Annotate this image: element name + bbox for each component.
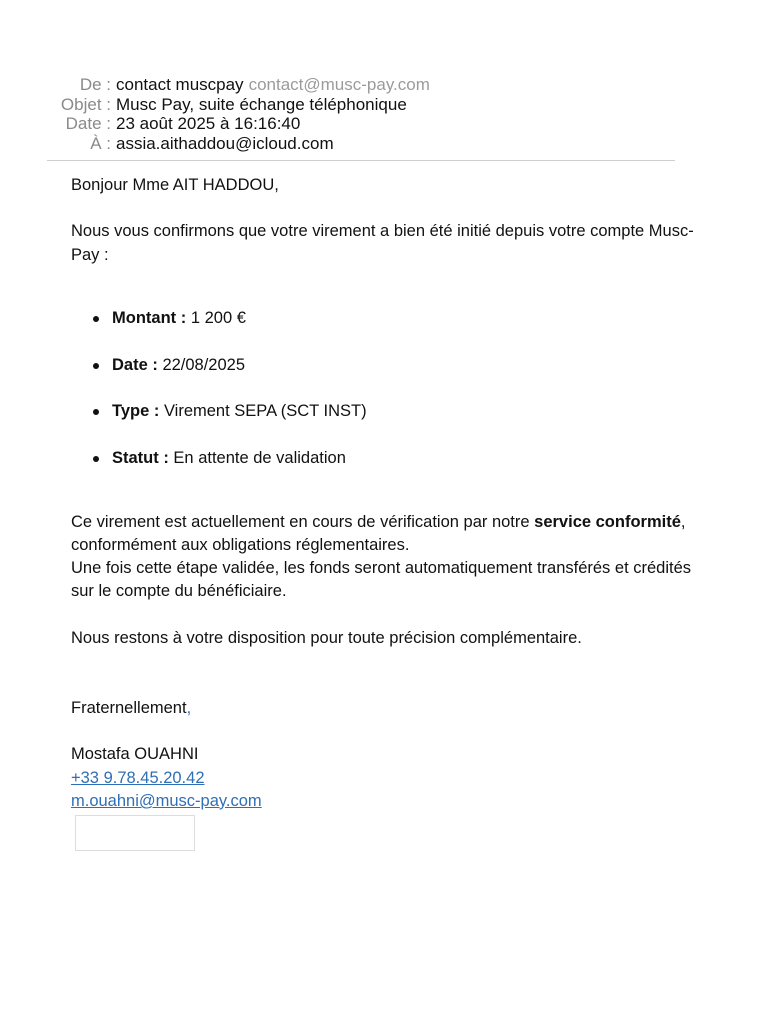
from-row [0,75,768,95]
signature-email-line [71,790,711,813]
signature-name: Mostafa OUAHNI [71,745,199,764]
detail-label: Montant : [112,308,187,327]
spacer [71,604,711,627]
to-label: À : [90,133,111,153]
intro-paragraph: Nous vous confirmons que votre virement a bien été initié depuis votre compte Musc-Pay : [71,222,694,264]
subject-label: Objet : [60,94,111,114]
signoff-comma: , [186,699,192,718]
detail-value: 1 200 € [190,308,246,327]
verification-text: Ce virement est actuellement en cours de vérification par notre [71,512,535,531]
detail-value: 22/08/2025 [162,355,246,374]
email-body [71,174,711,851]
spacer [71,720,711,743]
from-value[interactable] [111,75,430,95]
bullet-icon [93,363,99,369]
spacer [71,650,711,697]
verification-text-end: , conformément aux obligations réglementaires. [71,512,686,554]
detail-label: Date : [112,355,158,374]
signoff-text: Fraternellement [71,699,187,718]
detail-item-amount [93,307,711,330]
from-email[interactable]: contact@musc-pay.com [248,75,430,94]
to-row [0,134,768,154]
detail-label: Statut : [112,449,169,468]
date-value: 23 août 2025 à 16:16:40 [116,114,301,133]
detail-item-date [93,354,711,377]
from-label: De : [79,75,111,94]
signature-phone-line [71,767,711,790]
closing-paragraph: Nous restons à votre disposition pour toute précision complémentaire. [71,628,582,647]
to-value[interactable]: assia.aithaddou@icloud.com [116,133,334,153]
subject-value: Musc Pay, suite échange téléphonique [116,94,407,114]
date-row [0,114,768,134]
detail-item-type [93,400,711,423]
date-label: Date : [65,114,111,133]
signature-phone-link[interactable]: +33 9.78.45.20.42 [71,768,205,787]
transfer-details-list [71,307,711,471]
email-header [0,75,768,153]
next-step-paragraph: Une fois cette étape validée, les fonds seront automatiquement transférés et crédités sur le compte du bénéficiaire. [71,559,692,601]
detail-value: Virement SEPA (SCT INST) [163,402,367,421]
signature-image-placeholder [75,815,195,851]
greeting: Bonjour Mme AIT HADDOU, [71,176,279,194]
detail-item-status [93,447,711,470]
bullet-icon [93,316,99,322]
subject-row [0,95,768,115]
signature-email-link[interactable]: m.ouahni@musc-pay.com [71,791,262,810]
header-divider [47,160,675,161]
detail-value: En attente de validation [173,449,346,468]
bullet-icon [93,409,99,415]
verification-paragraph [71,511,711,558]
signoff [71,697,711,720]
compliance-service: service conformité [534,512,681,531]
detail-label: Type : [112,402,160,421]
from-name[interactable]: contact muscpay [116,75,244,94]
bullet-icon [93,456,99,462]
